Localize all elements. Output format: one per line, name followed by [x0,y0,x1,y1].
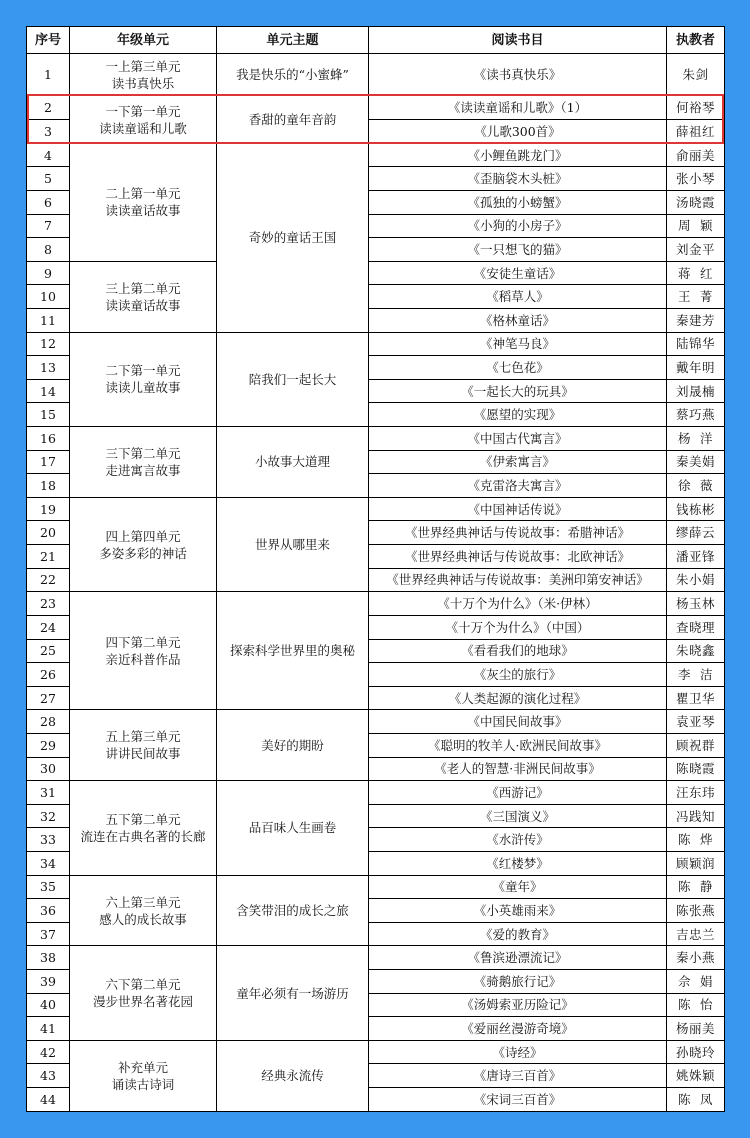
teacher-cell: 王 菁 [667,285,725,309]
reading-book-cell: 《宋词三百首》 [369,1088,667,1112]
teacher-cell: 张小琴 [667,167,725,191]
teacher-cell: 潘亚锋 [667,545,725,569]
reading-book-cell: 《十万个为什么》（中国） [369,615,667,639]
row-number: 35 [27,875,70,899]
reading-book-cell: 《红楼梦》 [369,851,667,875]
row-number: 11 [27,308,70,332]
teacher-cell: 瞿卫华 [667,686,725,710]
teacher-cell: 缪薛云 [667,521,725,545]
teacher-cell: 查晓理 [667,615,725,639]
row-number: 21 [27,545,70,569]
row-number: 34 [27,851,70,875]
row-number: 24 [27,615,70,639]
row-number: 5 [27,167,70,191]
teacher-cell: 孙晓玲 [667,1040,725,1064]
row-number: 29 [27,733,70,757]
unit-theme-cell: 童年必须有一场游历 [217,946,369,1040]
reading-book-cell: 《小鲤鱼跳龙门》 [369,143,667,167]
table-row [27,781,725,805]
teacher-cell: 钱栋彬 [667,497,725,521]
grade-unit-cell: 二上第一单元 读读童话故事 [70,143,217,261]
teacher-cell: 俞丽美 [667,143,725,167]
row-number: 39 [27,970,70,994]
teacher-cell: 吉忠兰 [667,922,725,946]
table-row [27,427,725,451]
teacher-cell: 刘晟楠 [667,379,725,403]
reading-book-cell: 《小狗的小房子》 [369,214,667,238]
table-row [27,143,725,167]
unit-theme-cell: 世界从哪里来 [217,497,369,591]
table-body [27,54,725,1112]
reading-book-cell: 《伊索寓言》 [369,450,667,474]
teacher-cell: 周 颖 [667,214,725,238]
reading-book-cell: 《中国民间故事》 [369,710,667,734]
reading-book-cell: 《格林童话》 [369,308,667,332]
reading-book-cell: 《西游记》 [369,781,667,805]
unit-theme-cell: 奇妙的童话王国 [217,143,369,332]
reading-book-cell: 《老人的智慧·非洲民间故事》 [369,757,667,781]
teacher-cell: 汪东玮 [667,781,725,805]
teacher-cell: 徐 薇 [667,474,725,498]
reading-book-cell: 《安徒生童话》 [369,261,667,285]
reading-book-cell: 《聪明的牧羊人·欧洲民间故事》 [369,733,667,757]
row-number: 8 [27,238,70,262]
unit-theme-cell: 香甜的童年音韵 [217,96,369,143]
row-number: 22 [27,568,70,592]
row-number: 30 [27,757,70,781]
reading-book-cell: 《世界经典神话与传说故事：北欧神话》 [369,545,667,569]
row-number: 25 [27,639,70,663]
row-number: 42 [27,1040,70,1064]
teacher-cell: 秦美娟 [667,450,725,474]
row-number: 37 [27,922,70,946]
reading-book-cell: 《歪脑袋木头桩》 [369,167,667,191]
teacher-cell: 刘金平 [667,238,725,262]
row-number: 9 [27,261,70,285]
row-number: 1 [27,54,70,96]
row-number: 43 [27,1064,70,1088]
unit-theme-cell: 陪我们一起长大 [217,332,369,426]
row-number: 20 [27,521,70,545]
teacher-cell: 杨玉林 [667,592,725,616]
reading-book-cell: 《世界经典神话与传说故事：美洲印第安神话》 [369,568,667,592]
reading-book-cell: 《三国演义》 [369,804,667,828]
table-row [27,96,725,120]
row-number: 16 [27,427,70,451]
reading-book-cell: 《骑鹅旅行记》 [369,970,667,994]
reading-book-cell: 《七色花》 [369,356,667,380]
teacher-cell: 朱晓鑫 [667,639,725,663]
reading-book-cell: 《爱丽丝漫游奇境》 [369,1017,667,1041]
row-number: 17 [27,450,70,474]
header-no: 序号 [27,27,70,54]
reading-book-cell: 《唐诗三百首》 [369,1064,667,1088]
reading-book-cell: 《十万个为什么》（米·伊林） [369,592,667,616]
teacher-cell: 陈 凤 [667,1088,725,1112]
teacher-cell: 冯践知 [667,804,725,828]
unit-theme-cell: 品百味人生画卷 [217,781,369,875]
teacher-cell: 秦小燕 [667,946,725,970]
teacher-cell: 秦建芳 [667,308,725,332]
header-teacher: 执教者 [667,27,725,54]
header-reading-list: 阅读书目 [369,27,667,54]
reading-book-cell: 《汤姆索亚历险记》 [369,993,667,1017]
reading-book-cell: 《中国古代寓言》 [369,427,667,451]
row-number: 41 [27,1017,70,1041]
teacher-cell: 姚姝颖 [667,1064,725,1088]
reading-book-cell: 《鲁滨逊漂流记》 [369,946,667,970]
row-number: 2 [27,96,70,120]
reading-book-cell: 《童年》 [369,875,667,899]
teacher-cell: 陈晓霞 [667,757,725,781]
table-row [27,710,725,734]
reading-book-cell: 《水浒传》 [369,828,667,852]
grade-unit-cell: 六下第二单元 漫步世界名著花园 [70,946,217,1040]
reading-book-cell: 《一起长大的玩具》 [369,379,667,403]
row-number: 13 [27,356,70,380]
grade-unit-cell: 补充单元 诵读古诗词 [70,1040,217,1111]
table-row [27,946,725,970]
teacher-cell: 蒋 红 [667,261,725,285]
reading-book-cell: 《读读童谣和儿歌》（1） [369,96,667,120]
grade-unit-cell: 四下第二单元 亲近科普作品 [70,592,217,710]
row-number: 33 [27,828,70,852]
unit-theme-cell: 我是快乐的“小蜜蜂” [217,54,369,96]
grade-unit-cell: 二下第一单元 读读儿童故事 [70,332,217,426]
reading-book-cell: 《神笔马良》 [369,332,667,356]
row-number: 31 [27,781,70,805]
table-row [27,54,725,96]
row-number: 14 [27,379,70,403]
teacher-cell: 陈 烨 [667,828,725,852]
row-number: 26 [27,663,70,687]
grade-unit-cell: 三上第二单元 读读童话故事 [70,261,217,332]
teacher-cell: 薛祖红 [667,120,725,144]
teacher-cell: 李 洁 [667,663,725,687]
reading-book-cell: 《愿望的实现》 [369,403,667,427]
reading-book-cell: 《稻草人》 [369,285,667,309]
grade-unit-cell: 三下第二单元 走进寓言故事 [70,427,217,498]
row-number: 23 [27,592,70,616]
teacher-cell: 陈张燕 [667,899,725,923]
teacher-cell: 戴年明 [667,356,725,380]
teacher-cell: 佘 娟 [667,970,725,994]
row-number: 7 [27,214,70,238]
reading-book-cell: 《小英雄雨来》 [369,899,667,923]
table-row [27,1040,725,1064]
row-number: 6 [27,190,70,214]
teacher-cell: 朱剑 [667,54,725,96]
teacher-cell: 杨丽美 [667,1017,725,1041]
reading-schedule-sheet [26,26,724,1112]
teacher-cell: 汤晓霞 [667,190,725,214]
row-number: 38 [27,946,70,970]
row-number: 18 [27,474,70,498]
header-unit-theme: 单元主题 [217,27,369,54]
row-number: 15 [27,403,70,427]
table-row [27,261,725,285]
table-row [27,592,725,616]
teacher-cell: 袁亚琴 [667,710,725,734]
reading-book-cell: 《世界经典神话与传说故事：希腊神话》 [369,521,667,545]
grade-unit-cell: 六上第三单元 感人的成长故事 [70,875,217,946]
unit-theme-cell: 经典永流传 [217,1040,369,1111]
reading-book-cell: 《一只想飞的猫》 [369,238,667,262]
row-number: 27 [27,686,70,710]
unit-theme-cell: 小故事大道理 [217,427,369,498]
reading-book-cell: 《爱的教育》 [369,922,667,946]
header-grade-unit: 年级单元 [70,27,217,54]
grade-unit-cell: 五上第三单元 讲讲民间故事 [70,710,217,781]
reading-book-cell: 《人类起源的演化过程》 [369,686,667,710]
row-number: 3 [27,120,70,144]
teacher-cell: 顾祝群 [667,733,725,757]
grade-unit-cell: 四上第四单元 多姿多彩的神话 [70,497,217,591]
reading-book-cell: 《看看我们的地球》 [369,639,667,663]
teacher-cell: 何裕琴 [667,96,725,120]
row-number: 19 [27,497,70,521]
grade-unit-cell: 五下第二单元 流连在古典名著的长廊 [70,781,217,875]
table-row [27,332,725,356]
reading-book-cell: 《中国神话传说》 [369,497,667,521]
row-number: 40 [27,993,70,1017]
row-number: 44 [27,1088,70,1112]
reading-book-cell: 《灰尘的旅行》 [369,663,667,687]
row-number: 4 [27,143,70,167]
unit-theme-cell: 美好的期盼 [217,710,369,781]
grade-unit-cell: 一下第一单元 读读童谣和儿歌 [70,96,217,143]
row-number: 10 [27,285,70,309]
reading-book-cell: 《儿歌300首》 [369,120,667,144]
teacher-cell: 蔡巧燕 [667,403,725,427]
teacher-cell: 朱小娟 [667,568,725,592]
teacher-cell: 陈 怡 [667,993,725,1017]
table-row [27,875,725,899]
reading-book-cell: 《读书真快乐》 [369,54,667,96]
reading-book-cell: 《克雷洛夫寓言》 [369,474,667,498]
unit-theme-cell: 探索科学世界里的奥秘 [217,592,369,710]
reading-schedule-table [26,26,725,1112]
row-number: 32 [27,804,70,828]
row-number: 12 [27,332,70,356]
reading-book-cell: 《孤独的小螃蟹》 [369,190,667,214]
unit-theme-cell: 含笑带泪的成长之旅 [217,875,369,946]
row-number: 36 [27,899,70,923]
grade-unit-cell: 一上第三单元 读书真快乐 [70,54,217,96]
teacher-cell: 陈 静 [667,875,725,899]
teacher-cell: 杨 洋 [667,427,725,451]
table-row [27,497,725,521]
reading-book-cell: 《诗经》 [369,1040,667,1064]
header-row [27,27,725,54]
teacher-cell: 陆锦华 [667,332,725,356]
teacher-cell: 顾颖润 [667,851,725,875]
row-number: 28 [27,710,70,734]
